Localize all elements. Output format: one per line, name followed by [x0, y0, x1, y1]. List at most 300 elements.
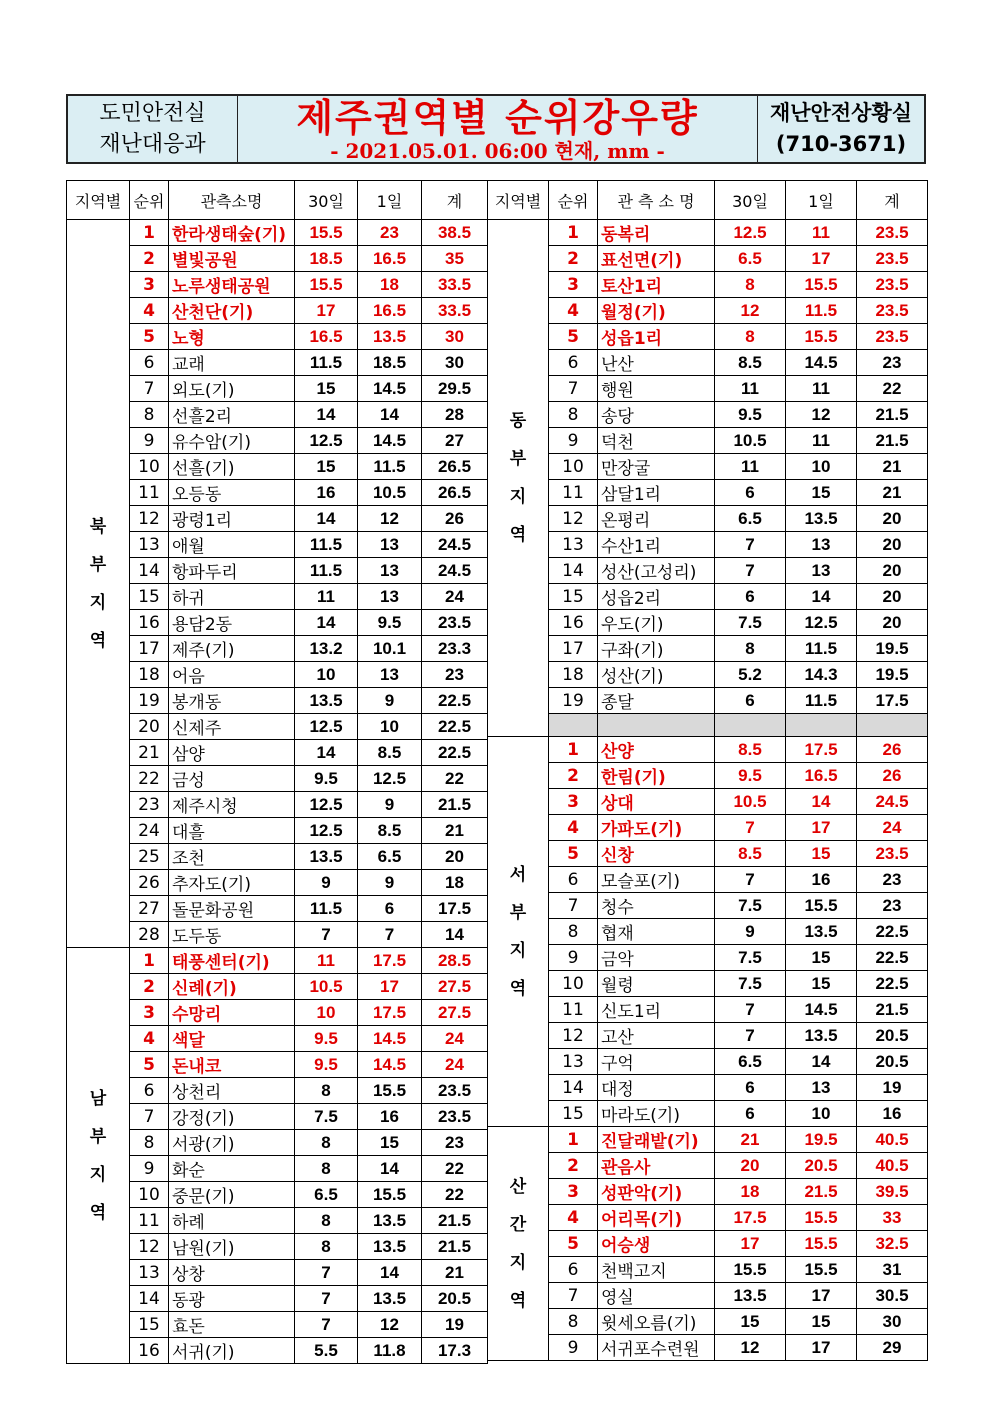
table-row: [67, 298, 488, 324]
rain-30day-cell: 13.5: [715, 1283, 786, 1309]
station-name-cell: 별빛공원: [169, 246, 295, 272]
rain-1day-cell: 12: [358, 1312, 422, 1338]
rank-cell: 23: [130, 792, 169, 818]
station-name-cell: 금악: [598, 945, 715, 971]
table-row: [488, 246, 928, 272]
rank-cell: 8: [549, 402, 598, 428]
rank-cell: 21: [130, 740, 169, 766]
rain-1day-cell: 14: [358, 402, 422, 428]
rank-cell: 7: [549, 1283, 598, 1309]
table-row: [488, 376, 928, 402]
table-row: [488, 1127, 928, 1153]
rank-cell: 13: [549, 532, 598, 558]
station-name-cell: 삼양: [169, 740, 295, 766]
station-name-cell: 교래: [169, 350, 295, 376]
rain-1day-cell: 15: [358, 1130, 422, 1156]
rain-30day-cell: 8: [295, 1234, 358, 1260]
table-row: [67, 246, 488, 272]
station-name-cell: 돈내코: [169, 1052, 295, 1078]
rain-30day-cell: 14: [295, 506, 358, 532]
rain-30day-cell: 17: [715, 1231, 786, 1257]
page-title: 제주권역별 순위강우량: [296, 96, 699, 140]
rain-1day-cell: 15.5: [786, 272, 857, 298]
rain-1day-cell: 17: [786, 246, 857, 272]
page-subtitle: - 2021.05.01. 06:00 현재, mm -: [330, 139, 665, 163]
rain-total-cell: 21.5: [422, 1234, 488, 1260]
rank-cell: 5: [549, 841, 598, 867]
rank-cell: 2: [549, 1153, 598, 1179]
rain-1day-cell: 14.5: [786, 997, 857, 1023]
table-row: [488, 893, 928, 919]
table-row: [488, 298, 928, 324]
rain-30day-cell: 18: [715, 1179, 786, 1205]
station-name-cell: 상창: [169, 1260, 295, 1286]
rank-cell: 12: [130, 1234, 169, 1260]
rain-30day-cell: 6: [715, 1101, 786, 1127]
contact-line2: (710-3671): [775, 132, 907, 156]
rain-total-cell: 39.5: [857, 1179, 928, 1205]
rank-cell: 1: [549, 737, 598, 763]
rain-30day-cell: 5.2: [715, 662, 786, 688]
left-table-body: [67, 220, 488, 1364]
column-header: 지역별: [488, 181, 549, 220]
rank-cell: 4: [549, 1205, 598, 1231]
rain-30day-cell: 7: [295, 922, 358, 948]
column-header: 1일: [358, 181, 422, 220]
rank-cell: 17: [549, 636, 598, 662]
rain-total-cell: 22: [422, 1156, 488, 1182]
region-label: [488, 737, 549, 1127]
rank-cell: 11: [130, 480, 169, 506]
rain-30day-cell: 10.5: [295, 974, 358, 1000]
table-row: [67, 662, 488, 688]
rain-1day-cell: 10.5: [358, 480, 422, 506]
rain-total-cell: 19: [422, 1312, 488, 1338]
table-row: [67, 636, 488, 662]
column-header: 계: [857, 181, 928, 220]
rain-30day-cell: 5.5: [295, 1338, 358, 1364]
rain-1day-cell: 21.5: [786, 1179, 857, 1205]
table-row: [67, 480, 488, 506]
rain-1day-cell: 14: [786, 789, 857, 815]
table-row: [488, 763, 928, 789]
table-row: [67, 1104, 488, 1130]
rain-1day-cell: 14: [358, 1260, 422, 1286]
station-name-cell: 한림(기): [598, 763, 715, 789]
rain-30day-cell: 10.5: [715, 428, 786, 454]
station-name-cell: 덕천: [598, 428, 715, 454]
rain-1day-cell: 13: [358, 558, 422, 584]
rank-cell: 16: [130, 1338, 169, 1364]
rank-cell: 15: [549, 1101, 598, 1127]
rank-cell: 1: [549, 1127, 598, 1153]
station-name-cell: 성산(기): [598, 662, 715, 688]
station-name-cell: 어음: [169, 662, 295, 688]
table-row: [67, 974, 488, 1000]
column-header: 순위: [130, 181, 169, 220]
table-row: [488, 558, 928, 584]
rain-1day-cell: 13.5: [358, 324, 422, 350]
rain-1day-cell: 12.5: [358, 766, 422, 792]
station-name-cell: 고산: [598, 1023, 715, 1049]
station-name-cell: 수망리: [169, 1000, 295, 1026]
rain-30day-cell: 6: [715, 688, 786, 714]
rain-30day-cell: 6.5: [715, 1049, 786, 1075]
rain-total-cell: 19.5: [857, 636, 928, 662]
station-name-cell: 성읍2리: [598, 584, 715, 610]
rain-total-cell: 35: [422, 246, 488, 272]
rank-cell: 2: [130, 974, 169, 1000]
office-line1: 도민안전실: [99, 101, 206, 126]
rain-30day-cell: 8: [715, 324, 786, 350]
rain-1day-cell: 14: [786, 1049, 857, 1075]
rain-1day-cell: 11.5: [786, 688, 857, 714]
rain-30day-cell: 6.5: [715, 246, 786, 272]
rank-cell: 28: [130, 922, 169, 948]
rain-30day-cell: 15: [295, 454, 358, 480]
rain-total-cell: 29.5: [422, 376, 488, 402]
rain-1day-cell: 15: [786, 480, 857, 506]
table-row: [67, 740, 488, 766]
rank-cell: 10: [130, 1182, 169, 1208]
rain-total-cell: 21: [857, 480, 928, 506]
station-name-cell: 색달: [169, 1026, 295, 1052]
station-name-cell: 삼달1리: [598, 480, 715, 506]
table-row: [488, 662, 928, 688]
rain-30day-cell: 6: [715, 1075, 786, 1101]
rain-1day-cell: 15: [786, 841, 857, 867]
rain-30day-cell: 7: [715, 1023, 786, 1049]
rain-1day-cell: 9: [358, 688, 422, 714]
rank-cell: 3: [549, 272, 598, 298]
rain-30day-cell: 7: [715, 997, 786, 1023]
rain-total-cell: 38.5: [422, 220, 488, 246]
table-row: [488, 1309, 928, 1335]
table-row: [67, 402, 488, 428]
rain-30day-cell: 9: [715, 919, 786, 945]
rain-30day-cell: 10: [295, 1000, 358, 1026]
rain-30day-cell: 12.5: [295, 792, 358, 818]
rank-cell: 20: [130, 714, 169, 740]
station-name-cell: 구억: [598, 1049, 715, 1075]
table-row: [67, 818, 488, 844]
rain-total-cell: 23.5: [857, 298, 928, 324]
rain-1day-cell: 13.5: [358, 1234, 422, 1260]
station-name-cell: 만장굴: [598, 454, 715, 480]
rain-1day-cell: 11.5: [786, 298, 857, 324]
rain-1day-cell: 15.5: [358, 1182, 422, 1208]
rain-30day-cell: 7: [295, 1260, 358, 1286]
rank-cell: 6: [130, 1078, 169, 1104]
rank-cell: 19: [130, 688, 169, 714]
rank-cell: 5: [549, 324, 598, 350]
station-name-cell: 행원: [598, 376, 715, 402]
rank-cell: 13: [549, 1049, 598, 1075]
rank-cell: 14: [549, 1075, 598, 1101]
station-name-cell: 산천단(기): [169, 298, 295, 324]
rain-1day-cell: 15.5: [786, 1231, 857, 1257]
rain-30day-cell: 7.5: [295, 1104, 358, 1130]
rain-30day-cell: 14: [295, 402, 358, 428]
rain-1day-cell: 13: [786, 558, 857, 584]
station-name-cell: 성산(고성리): [598, 558, 715, 584]
rain-1day-cell: 16.5: [786, 763, 857, 789]
rain-total-cell: 16: [857, 1101, 928, 1127]
rain-1day-cell: 6: [358, 896, 422, 922]
rain-30day-cell: 12.5: [295, 714, 358, 740]
rain-30day-cell: 10: [295, 662, 358, 688]
rain-1day-cell: 10: [358, 714, 422, 740]
rain-1day-cell: 18.5: [358, 350, 422, 376]
rain-30day-cell: 13.2: [295, 636, 358, 662]
rank-cell: 1: [549, 220, 598, 246]
station-name-cell: 선흘2리: [169, 402, 295, 428]
station-name-cell: 선흘(기): [169, 454, 295, 480]
rank-cell: 8: [549, 1309, 598, 1335]
right-table-header: [488, 181, 928, 220]
station-name-cell: 금성: [169, 766, 295, 792]
rain-1day-cell: 13: [358, 662, 422, 688]
station-name-cell: 돌문화공원: [169, 896, 295, 922]
rain-30day-cell: 11.5: [295, 558, 358, 584]
station-name-cell: 가파도(기): [598, 815, 715, 841]
station-name-cell: 항파두리: [169, 558, 295, 584]
table-row: [67, 558, 488, 584]
rain-1day-cell: 12.5: [786, 610, 857, 636]
table-row: [488, 1023, 928, 1049]
table-row: [488, 919, 928, 945]
rain-1day-cell: 17.5: [358, 1000, 422, 1026]
rain-total-cell: 24: [422, 1052, 488, 1078]
table-row: [488, 584, 928, 610]
rain-30day-cell: 12: [715, 298, 786, 324]
rain-1day-cell: 13.5: [786, 1023, 857, 1049]
rain-total-cell: 23: [857, 893, 928, 919]
rain-total-cell: 21.5: [857, 402, 928, 428]
station-name-cell: 월정(기): [598, 298, 715, 324]
table-row: [488, 737, 928, 763]
rain-1day-cell: 23: [358, 220, 422, 246]
table-row: [67, 220, 488, 246]
rain-1day-cell: 14.5: [358, 1026, 422, 1052]
station-name-cell: 대정: [598, 1075, 715, 1101]
rain-total-cell: 33.5: [422, 298, 488, 324]
rank-cell: 3: [130, 272, 169, 298]
rank-cell: 15: [130, 584, 169, 610]
rank-cell: 2: [130, 246, 169, 272]
station-name-cell: 윗세오름(기): [598, 1309, 715, 1335]
rain-30day-cell: 8.5: [715, 737, 786, 763]
rain-total-cell: 24: [422, 1026, 488, 1052]
rain-total-cell: 23.5: [857, 220, 928, 246]
rank-cell: 1: [130, 948, 169, 974]
rank-cell: 12: [549, 1023, 598, 1049]
table-row: [488, 841, 928, 867]
station-name-cell: 성판악(기): [598, 1179, 715, 1205]
rain-1day-cell: 15: [786, 971, 857, 997]
rain-total-cell: 20.5: [857, 1023, 928, 1049]
column-header: 순위: [549, 181, 598, 220]
rank-cell: 10: [130, 454, 169, 480]
table-row: [67, 1052, 488, 1078]
rain-1day-cell: 15: [786, 1309, 857, 1335]
rain-1day-cell: 6.5: [358, 844, 422, 870]
rain-total-cell: 17.3: [422, 1338, 488, 1364]
rain-30day-cell: 21: [715, 1127, 786, 1153]
station-name-cell: 동복리: [598, 220, 715, 246]
rain-1day-cell: 14.3: [786, 662, 857, 688]
rank-cell: 11: [549, 997, 598, 1023]
rain-total-cell: 24: [857, 815, 928, 841]
station-name-cell: 상천리: [169, 1078, 295, 1104]
table-row: [488, 971, 928, 997]
rank-cell: 14: [130, 1286, 169, 1312]
rain-1day-cell: 13: [358, 584, 422, 610]
report-header: [66, 94, 926, 164]
rain-30day-cell: 7: [715, 532, 786, 558]
blank-cell: [549, 714, 598, 737]
rain-total-cell: 24.5: [422, 558, 488, 584]
rain-1day-cell: 10: [786, 454, 857, 480]
rank-cell: 11: [130, 1208, 169, 1234]
rain-30day-cell: 11.5: [295, 896, 358, 922]
blank-cell: [857, 714, 928, 737]
rain-1day-cell: 17.5: [786, 737, 857, 763]
rain-1day-cell: 13: [786, 532, 857, 558]
rank-cell: 4: [130, 1026, 169, 1052]
rain-30day-cell: 15.5: [295, 220, 358, 246]
rain-total-cell: 23.5: [857, 841, 928, 867]
rain-30day-cell: 7: [715, 558, 786, 584]
rain-1day-cell: 17: [358, 974, 422, 1000]
rain-30day-cell: 11: [715, 454, 786, 480]
rain-1day-cell: 8.5: [358, 740, 422, 766]
rain-1day-cell: 15.5: [786, 893, 857, 919]
rank-cell: 22: [130, 766, 169, 792]
rain-total-cell: 27: [422, 428, 488, 454]
rain-30day-cell: 9.5: [295, 1026, 358, 1052]
rain-30day-cell: 11: [295, 584, 358, 610]
rain-1day-cell: 15.5: [786, 324, 857, 350]
rain-total-cell: 22: [422, 1182, 488, 1208]
rain-total-cell: 22.5: [857, 971, 928, 997]
rain-1day-cell: 15: [786, 945, 857, 971]
table-row: [67, 792, 488, 818]
station-name-cell: 유수암(기): [169, 428, 295, 454]
rank-cell: 8: [130, 1130, 169, 1156]
table-row: [67, 532, 488, 558]
rain-total-cell: 21.5: [422, 792, 488, 818]
rain-total-cell: 27.5: [422, 974, 488, 1000]
rank-cell: 13: [130, 1260, 169, 1286]
table-row: [67, 324, 488, 350]
column-header: 지역별: [67, 181, 130, 220]
rank-cell: 6: [549, 1257, 598, 1283]
station-name-cell: 진달래밭(기): [598, 1127, 715, 1153]
rain-1day-cell: 14.5: [358, 1052, 422, 1078]
station-name-cell: 화순: [169, 1156, 295, 1182]
column-header: 관측소명: [169, 181, 295, 220]
rain-total-cell: 40.5: [857, 1127, 928, 1153]
region-label-text: 동부지역: [509, 411, 527, 545]
rain-total-cell: 29: [857, 1335, 928, 1361]
rain-total-cell: 19.5: [857, 662, 928, 688]
station-name-cell: 효돈: [169, 1312, 295, 1338]
station-name-cell: 천백고지: [598, 1257, 715, 1283]
rank-cell: 8: [549, 919, 598, 945]
region-label-text: 북부지역: [89, 516, 107, 651]
rain-total-cell: 31: [857, 1257, 928, 1283]
rank-cell: 7: [130, 376, 169, 402]
station-name-cell: 중문(기): [169, 1182, 295, 1208]
rain-30day-cell: 11: [715, 376, 786, 402]
region-label-text: 남부지역: [89, 1088, 107, 1223]
rain-30day-cell: 17.5: [715, 1205, 786, 1231]
rank-cell: 12: [549, 506, 598, 532]
rank-cell: 4: [130, 298, 169, 324]
station-name-cell: 영실: [598, 1283, 715, 1309]
rain-1day-cell: 13.5: [786, 506, 857, 532]
rain-30day-cell: 16.5: [295, 324, 358, 350]
station-name-cell: 난산: [598, 350, 715, 376]
table-row: [488, 688, 928, 714]
rain-30day-cell: 13.5: [295, 844, 358, 870]
column-header: 30일: [295, 181, 358, 220]
rank-cell: 18: [130, 662, 169, 688]
rain-total-cell: 17.5: [422, 896, 488, 922]
rain-30day-cell: 15: [715, 1309, 786, 1335]
column-header: 관 측 소 명: [598, 181, 715, 220]
rain-1day-cell: 9: [358, 870, 422, 896]
rain-total-cell: 26: [857, 763, 928, 789]
station-name-cell: 강정(기): [169, 1104, 295, 1130]
region-label: [67, 220, 130, 948]
table-row: [488, 1075, 928, 1101]
rank-cell: 17: [130, 636, 169, 662]
table-row: [67, 428, 488, 454]
table-row: [67, 1156, 488, 1182]
table-row: [488, 997, 928, 1023]
rank-cell: 3: [130, 1000, 169, 1026]
table-row: [488, 867, 928, 893]
rain-total-cell: 14: [422, 922, 488, 948]
table-row: [67, 1182, 488, 1208]
rain-total-cell: 22: [422, 766, 488, 792]
station-name-cell: 신창: [598, 841, 715, 867]
rain-1day-cell: 9.5: [358, 610, 422, 636]
rain-1day-cell: 8.5: [358, 818, 422, 844]
rain-1day-cell: 9: [358, 792, 422, 818]
rain-30day-cell: 9.5: [295, 1052, 358, 1078]
office-box: [68, 96, 238, 162]
table-row: [67, 714, 488, 740]
station-name-cell: 어승생: [598, 1231, 715, 1257]
rain-total-cell: 32.5: [857, 1231, 928, 1257]
rain-total-cell: 28.5: [422, 948, 488, 974]
rank-cell: 5: [130, 1052, 169, 1078]
blank-cell: [598, 714, 715, 737]
station-name-cell: 우도(기): [598, 610, 715, 636]
region-label: [488, 1127, 549, 1361]
rank-cell: 25: [130, 844, 169, 870]
table-row: [67, 844, 488, 870]
table-row: [67, 1000, 488, 1026]
rain-total-cell: 26.5: [422, 480, 488, 506]
rain-1day-cell: 12: [786, 402, 857, 428]
station-name-cell: 하례: [169, 1208, 295, 1234]
rain-30day-cell: 14: [295, 740, 358, 766]
column-header: 계: [422, 181, 488, 220]
